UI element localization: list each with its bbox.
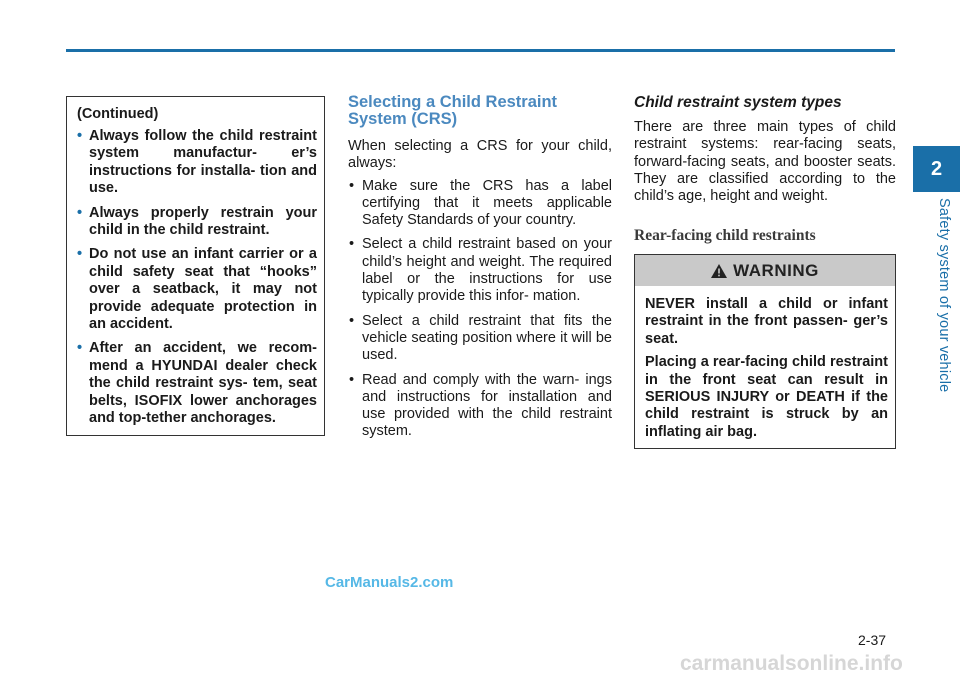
crs-types-section [634, 94, 896, 259]
rear-facing-title: Rear-facing child restraints [634, 227, 816, 245]
list-item: • Select a child restraint based on your child’s height and weight. The required label or the instructions for use typically provide this infor- mation. [349, 236, 612, 305]
list-item: • Make sure the CRS has a label certifying that it meets applicable Safety Standards of your country. [349, 177, 612, 229]
warning-triangle-icon [711, 264, 727, 278]
warning-header [635, 255, 895, 286]
section-intro: When selecting a CRS for your child, always: [348, 138, 612, 172]
bullet-dot-icon: • [77, 246, 83, 263]
list-item: • Do not use an infant carrier or a child safety seat that “hooks” over a seatback, it may not provide adequate protection in an accident. [77, 246, 317, 333]
bullet-dot-icon: • [349, 236, 355, 253]
selecting-crs-section [348, 94, 612, 448]
list-item: • Select a child restraint that fits the vehicle seating position where it will be used. [349, 312, 612, 364]
bullet-dot-icon: • [77, 340, 83, 357]
continued-caution-box [66, 96, 325, 436]
warning-label: WARNING [733, 260, 819, 280]
types-body: There are three main types of child restraint systems: rear-facing seats, forward-facing seats, and booster seats. They are classified according to the child’s age, height and weight. [634, 119, 896, 205]
warning-box [634, 254, 896, 449]
bullet-dot-icon: • [77, 204, 83, 221]
warning-text: NEVER install a child or infant restraint in the front passen- ger’s seat. [645, 296, 888, 347]
chapter-number: 2 [930, 158, 943, 180]
bullet-dot-icon: • [77, 128, 83, 144]
warning-text: Placing a rear-facing child restraint in the front seat can result in SERIOUS INJURY or DEATH if the child restraint is struck by an inflating air bag. [645, 354, 888, 440]
page-number: 2-37 [858, 632, 887, 648]
section-title: Selecting a Child Restraint System (CRS) [348, 93, 558, 128]
chapter-tab [913, 146, 960, 192]
list-item: • Always properly restrain your child in the child restraint. [77, 204, 317, 239]
crs-bullet-list [348, 178, 612, 441]
chapter-title: Safety system of your vehicle [936, 198, 952, 393]
list-item: • Read and comply with the warn- ings and instructions for installation and use provided with the child restraint system. [349, 371, 612, 440]
watermark-link[interactable]: CarManuals2.com [325, 574, 454, 591]
top-rule [66, 49, 895, 52]
types-title: Child restraint system types [634, 94, 842, 111]
continued-list [77, 128, 317, 428]
list-item: • Always follow the child restraint system manufactur- er’s instructions for installa- tion and use. [77, 128, 317, 197]
warning-body [635, 286, 895, 441]
bullet-dot-icon: • [349, 177, 355, 194]
continued-title: (Continued) [77, 106, 159, 122]
footer-watermark: carmanualsonline.info [680, 652, 903, 675]
list-item: • After an accident, we recom- mend a HYUNDAI dealer check the child restraint sys- tem, seat belts, ISOFIX lower anchorages and top-tether anchorages. [77, 340, 317, 427]
bullet-dot-icon: • [349, 312, 355, 329]
bullet-dot-icon: • [349, 371, 355, 388]
